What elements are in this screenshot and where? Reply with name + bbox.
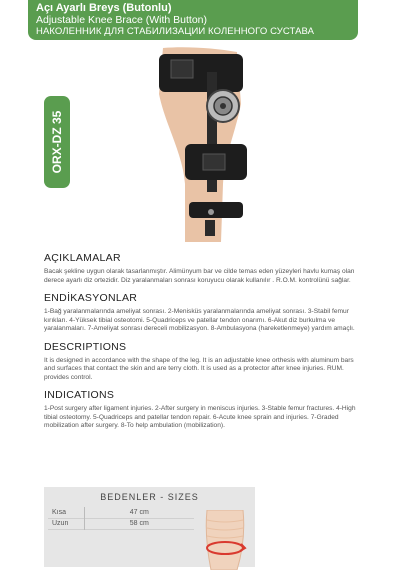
section-text: Bacak şekline uygun olarak tasarlanmıştır. Alimünyum bar ve cilde temas eden yüzeyleri havlu kumaş olan derece ayarlı diz ortezidir. Diz yaralanmaları sonrası koruyucu olarak kullanılır . R.O.M. kontrolünü sağlar. xyxy=(44,268,355,284)
title-english: Adjustable Knee Brace (With Button) xyxy=(36,14,208,26)
leg-measure-icon xyxy=(197,510,257,570)
description-content xyxy=(44,252,362,438)
size-value: 47 cm xyxy=(84,507,194,518)
sizes-table xyxy=(48,507,194,530)
section-heading: ENDİKASYONLAR xyxy=(44,292,138,304)
section-heading: DESCRIPTIONS xyxy=(44,340,127,353)
section-aciklamalar xyxy=(44,252,362,285)
size-value: 58 cm xyxy=(84,518,194,529)
section-indications xyxy=(44,389,362,431)
table-row xyxy=(48,518,194,529)
title-turkish: Açı Ayarlı Breys (Butonlu) xyxy=(36,2,172,14)
knee-brace-image xyxy=(145,44,255,242)
section-endikasyonlar xyxy=(44,292,362,334)
product-header xyxy=(28,0,358,40)
section-text: 1-Post surgery after ligament injuries. 2-After surgery in meniscus injuries. 3-Stable femur fractures. 4-High tibial osteotomy. 5-Quadriceps and patellar tendon repair. 6-Acute knee sprain and injuries. 7-Graded mobilization after surgery. 8-To help ambulation (mobilization). xyxy=(44,405,356,429)
section-descriptions xyxy=(44,341,362,383)
section-text: 1-Bağ yaralanmalarında ameliyat sonrası. 2-Menisküs yaralanmalarında ameliyat sonrası. 3-Stabil femur kırıkları. 4-Yüksek tibial osteotomi. 5-Quadriceps ve patellar tendon onarımı. 6-Akut diz burkulma ve yaralanmaları. 7-Ameliyat sonrası dereceli mobilizasyon. 8-Ambulasyona (hareketlenmeye) yardım amaçlı. xyxy=(44,308,355,332)
title-russian: НАКОЛЕННИК ДЛЯ СТАБИЛИЗАЦИИ КОЛЕННОГО СУСТАВА xyxy=(36,26,315,37)
product-code-tab xyxy=(44,96,70,188)
sizes-title: BEDENLER - SIZES xyxy=(100,492,199,502)
table-row xyxy=(48,507,194,518)
section-text: It is designed in accordance with the shape of the leg. It is an adjustable knee orthesis with aluminum bars and surfaces that contact the skin and are terry cloth. It is used as a protector after knee injuries. RUM. provides control. xyxy=(44,356,354,381)
section-heading: INDICATIONS xyxy=(44,389,115,401)
size-label: Kısa xyxy=(52,508,67,516)
section-heading: AÇIKLAMALAR xyxy=(44,252,121,264)
product-code: ORX-DZ 35 xyxy=(50,110,64,174)
size-label: Uzun xyxy=(52,520,69,527)
